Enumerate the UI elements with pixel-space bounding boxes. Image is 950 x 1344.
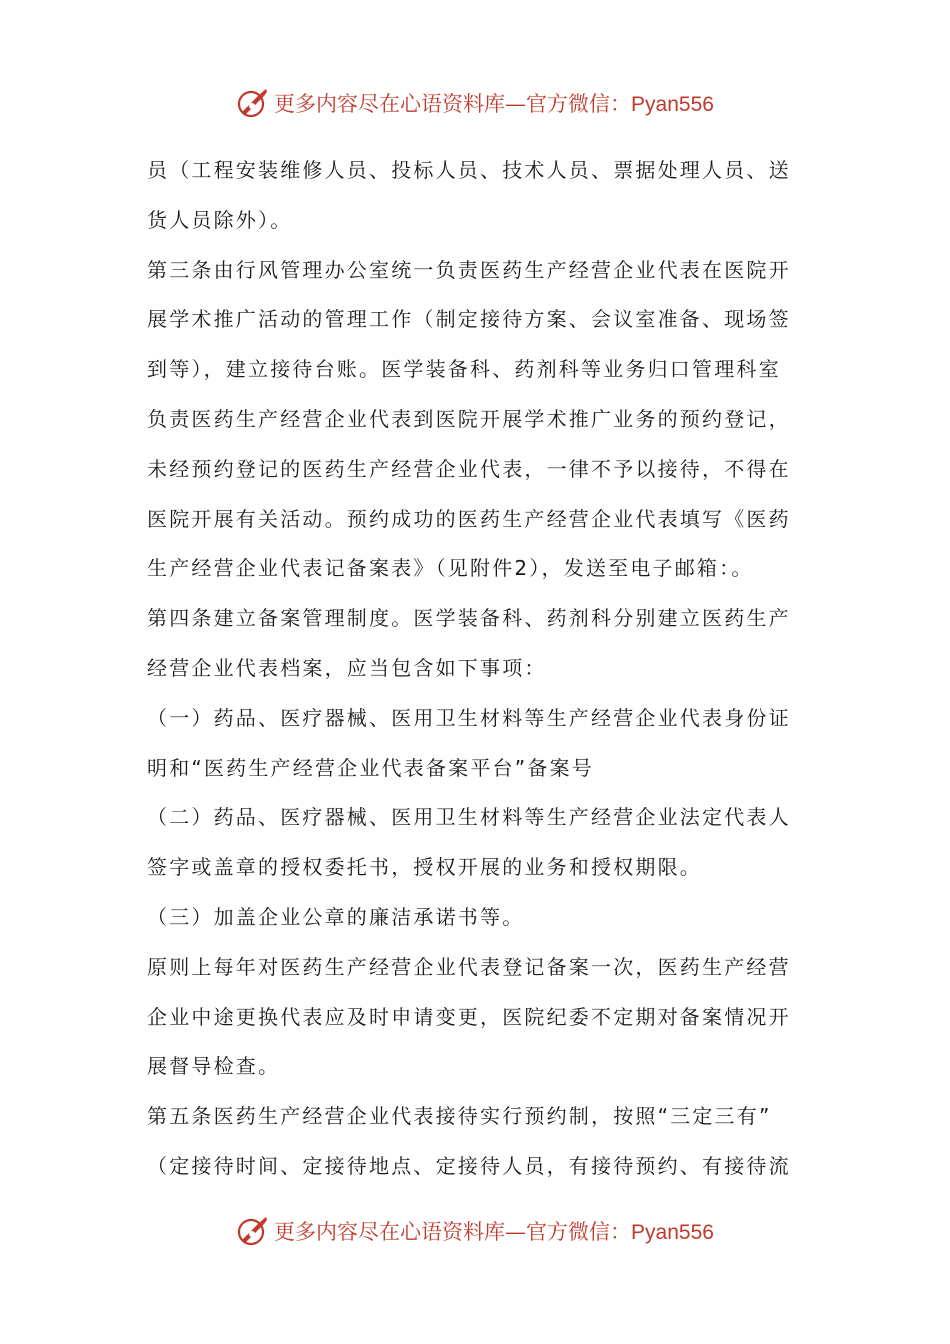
footer-banner-text: 更多内容尽在心语资料库—官方微信：Pyan556 (274, 1220, 714, 1244)
body-line: 第五条医药生产经营企业代表接待实行预约制，按照“三定三有” (147, 1104, 772, 1129)
body-line: （二）药品、医疗器械、医用卫生材料等生产经营企业法定代表人 (147, 805, 791, 830)
body-line: 医院开展有关活动。预约成功的医药生产经营企业代表填写《医药 (147, 506, 791, 531)
body-line: 第三条由行风管理办公室统一负责医药生产经营企业代表在医院开 (147, 257, 791, 282)
body-line: 未经预约登记的医药生产经营企业代表，一律不予以接待，不得在 (147, 456, 791, 481)
document-body (147, 146, 807, 1192)
body-line: 经营企业代表档案，应当包含如下事项： (147, 655, 547, 680)
header-banner (0, 83, 950, 123)
body-line: 原则上每年对医药生产经营企业代表登记备案一次，医药生产经营 (147, 954, 791, 979)
body-line: 企业中途更换代表应及时申请变更，医院纪委不定期对备案情况开 (147, 1004, 791, 1029)
body-line: 明和“医药生产经营企业代表备案平台”备案号 (147, 755, 594, 780)
pen-logo-icon (236, 86, 270, 120)
body-line: 货人员除外）。 (147, 207, 293, 232)
body-line: 到等），建立接待台账。医学装备科、药剂科等业务归口管理科室 (147, 357, 781, 382)
header-banner-text: 更多内容尽在心语资料库—官方微信：Pyan556 (274, 92, 714, 116)
body-line: 第四条建立备案管理制度。医学装备科、药剂科分别建立医药生产 (147, 606, 791, 631)
body-line: （一）药品、医疗器械、医用卫生材料等生产经营企业代表身份证 (147, 705, 791, 730)
footer-banner (0, 1211, 950, 1251)
body-line: （三）加盖企业公章的廉洁承诺书等。 (147, 904, 525, 929)
body-line: （定接待时间、定接待地点、定接待人员，有接待预约、有接待流 (147, 1153, 791, 1178)
body-line: 展督导检查。 (147, 1054, 281, 1079)
body-line: 生产经营企业代表记备案表》（见附件2），发送至电子邮箱：。 (147, 556, 754, 581)
body-line: 展学术推广活动的管理工作（制定接待方案、会议室准备、现场签 (147, 307, 791, 332)
pen-logo-icon (236, 1214, 270, 1248)
body-line: 员（工程安装维修人员、投标人员、技术人员、票据处理人员、送 (147, 158, 791, 182)
body-line: 签字或盖章的授权委托书，授权开展的业务和授权期限。 (147, 855, 702, 880)
body-line: 负责医药生产经营企业代表到医院开展学术推广业务的预约登记， (147, 406, 791, 431)
